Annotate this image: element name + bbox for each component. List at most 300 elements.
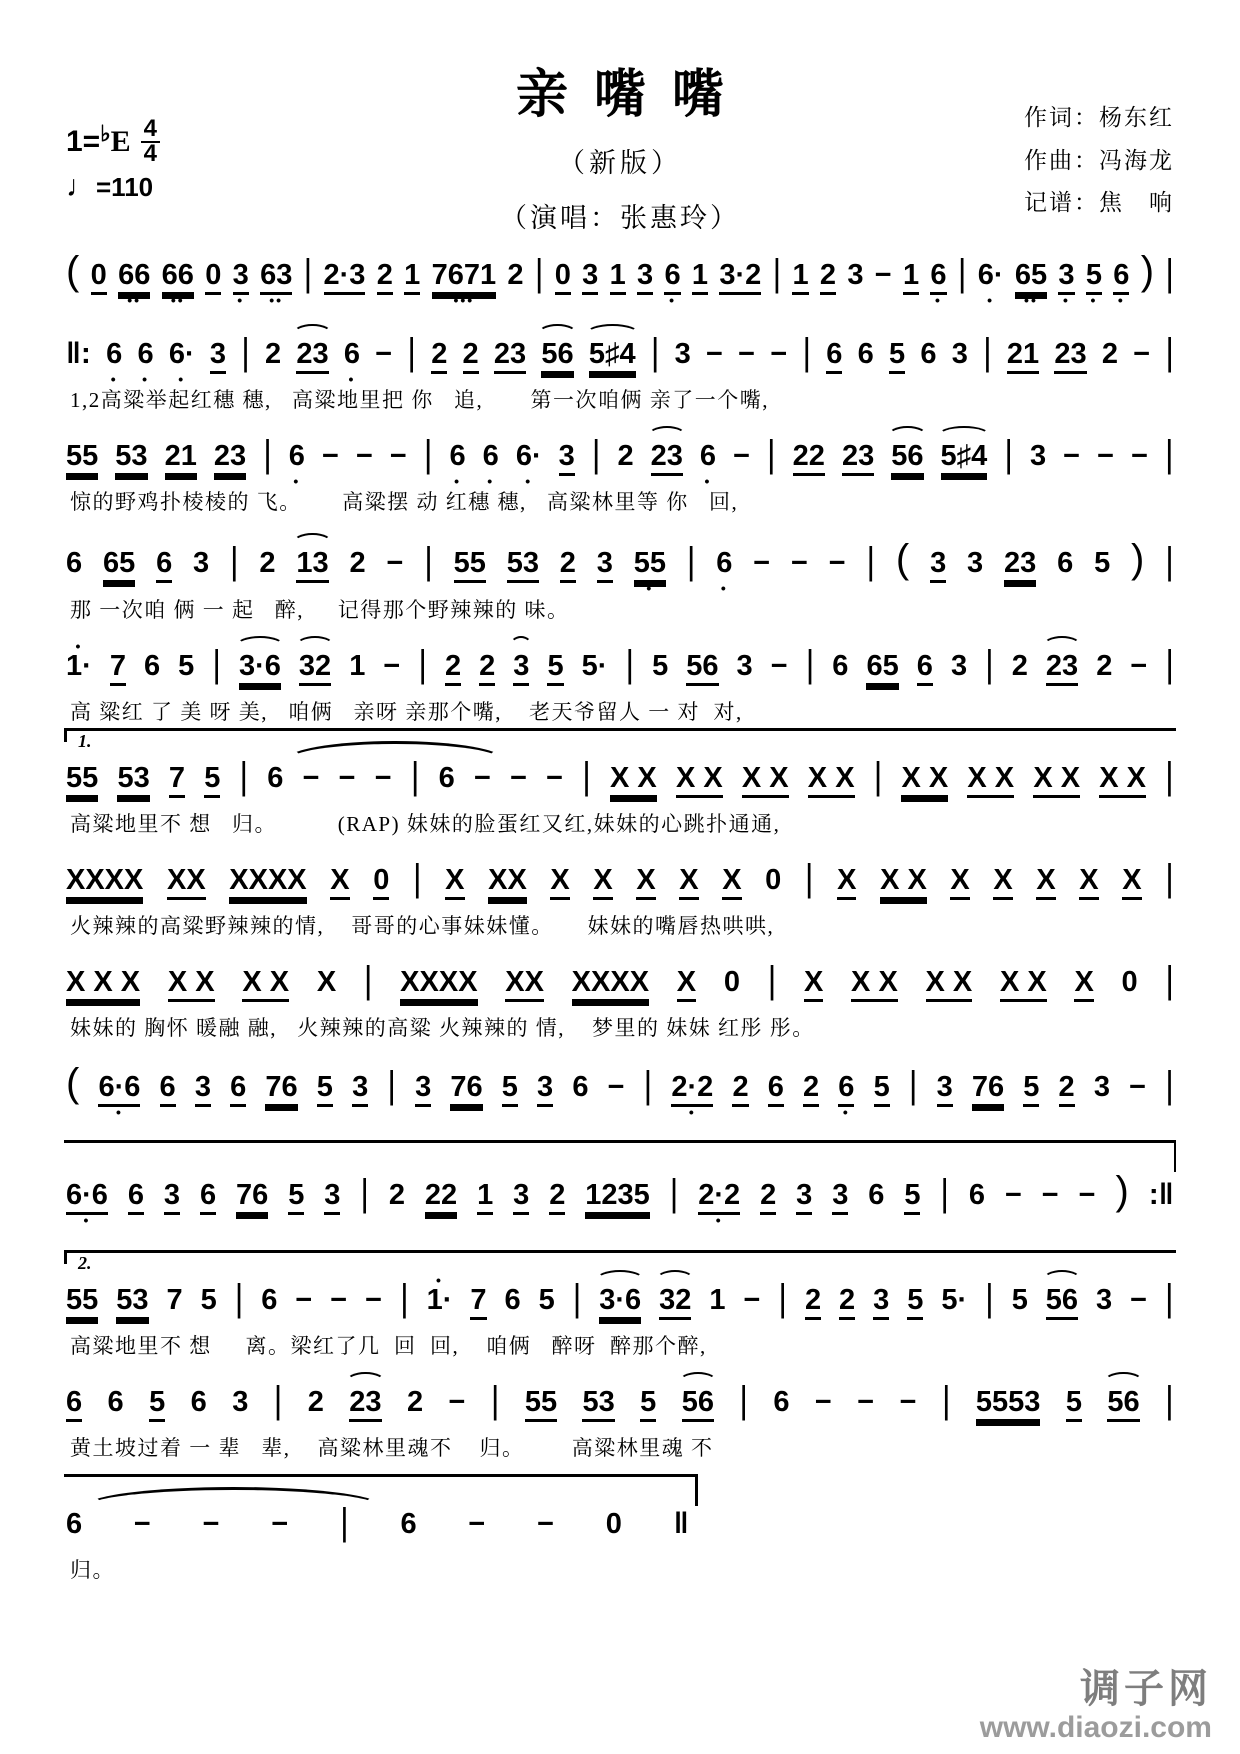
score bbox=[0, 228, 1240, 1584]
dash-note: − bbox=[874, 259, 892, 291]
note-token: XXXX bbox=[229, 864, 307, 896]
note-token: 2 bbox=[732, 1071, 749, 1103]
note-token: 23 bbox=[493, 338, 527, 370]
bar-line: | bbox=[412, 856, 422, 899]
note-token: 3 bbox=[232, 1386, 249, 1418]
note-token: XX bbox=[505, 966, 544, 998]
note-token: 21 bbox=[1006, 338, 1040, 370]
note-token: 6 • bbox=[343, 338, 361, 387]
dash-note: − bbox=[321, 440, 339, 472]
repeat-sign: :‖ bbox=[1148, 1178, 1174, 1211]
bar-line: | bbox=[582, 754, 591, 797]
note-token: 1 bbox=[477, 1179, 494, 1211]
note-token: 5 bbox=[501, 1071, 518, 1103]
octave-dot-below: ••• bbox=[453, 292, 475, 308]
bar-line: | bbox=[805, 642, 815, 685]
note-token: 6 • bbox=[288, 440, 305, 489]
performer: （演唱：张惠玲） bbox=[500, 203, 740, 233]
note-token: 3 bbox=[1093, 1071, 1110, 1103]
bar-line: | bbox=[303, 251, 313, 294]
note-token: 3 bbox=[193, 547, 210, 579]
note-token: 5· bbox=[581, 650, 608, 682]
note-token: 2 bbox=[444, 650, 462, 682]
note-token: 3 bbox=[736, 650, 753, 682]
note-token: X X X bbox=[66, 966, 141, 998]
octave-dot-below: • bbox=[142, 371, 150, 387]
bar-line: | bbox=[1165, 330, 1174, 373]
note-token: 6 • bbox=[930, 259, 947, 308]
flat-accidental-icon: ♭ bbox=[100, 120, 111, 146]
note-token: X bbox=[803, 966, 824, 998]
dash-note: − bbox=[546, 762, 564, 794]
note-token: 2 bbox=[431, 338, 448, 370]
note-token: 2 bbox=[406, 1386, 424, 1418]
octave-dot-below: •• bbox=[269, 292, 284, 308]
note-token: 5 • bbox=[1085, 259, 1102, 308]
note-token: 2 bbox=[549, 1179, 566, 1211]
note-token: 76 bbox=[450, 1071, 483, 1103]
octave-dot-below: • bbox=[454, 473, 461, 489]
note-token: 1 bbox=[609, 259, 626, 291]
slur-arc bbox=[346, 1372, 384, 1391]
bar-line: | bbox=[1165, 754, 1174, 797]
note-token: X bbox=[950, 864, 970, 896]
octave-dot-below: •• bbox=[127, 292, 142, 308]
note-token: 2 bbox=[259, 547, 276, 579]
dash-note: − bbox=[770, 650, 788, 682]
note-token: 6 bbox=[920, 338, 937, 370]
note-token: 3 • bbox=[232, 259, 249, 308]
note-token: 6 bbox=[767, 1071, 784, 1103]
slur-arc bbox=[1043, 636, 1081, 655]
lyric-line: 惊的野鸡扑棱棱的 飞。 高粱摆 动 红穗 穗, 高粱林里等 你 回, bbox=[70, 490, 739, 514]
note-token: 6· • bbox=[515, 440, 542, 489]
bar-line: | bbox=[490, 1378, 500, 1421]
dash-note: − bbox=[1041, 1179, 1059, 1211]
note-token: 2 bbox=[462, 338, 479, 370]
octave-dot-below: • bbox=[487, 473, 495, 489]
lyric-line: 那 一次咱 俩 一 起 醉, 记得那个野辣辣的 味。 bbox=[70, 598, 570, 622]
bar-line: | bbox=[983, 330, 992, 373]
system bbox=[64, 1366, 1176, 1462]
lyric-line: 高 粱红 了 美 呀 美, 咱俩 亲呀 亲那个嘴, 老天爷留人 一 对 对, bbox=[70, 700, 743, 724]
note-token: 5♯4 bbox=[941, 442, 988, 473]
bar-line: | bbox=[263, 432, 272, 475]
notes-row bbox=[64, 318, 1176, 392]
dash-note: − bbox=[899, 1386, 917, 1418]
note-token: X bbox=[1074, 966, 1094, 998]
note-token: 53 bbox=[117, 762, 150, 794]
bar-line: | bbox=[387, 1063, 396, 1106]
note-token: 6 bbox=[916, 650, 933, 682]
note-token: 32 bbox=[299, 652, 331, 683]
note-token: 6 • bbox=[137, 338, 154, 387]
note-token: 6 • bbox=[838, 1071, 855, 1120]
note-token: 5♯4 bbox=[589, 340, 636, 371]
bar-line: | bbox=[957, 251, 967, 294]
note-token: X X bbox=[807, 762, 855, 794]
note-token: 1 bbox=[709, 1284, 726, 1316]
bar-line: | bbox=[1165, 856, 1174, 899]
note-token: X bbox=[993, 864, 1013, 896]
note-token: 3 bbox=[832, 1179, 849, 1211]
note-token: 3 bbox=[967, 547, 984, 579]
notes-row bbox=[64, 1264, 1176, 1338]
slur-arc bbox=[296, 636, 334, 655]
note-token: 6 bbox=[199, 1179, 217, 1211]
octave-dot-below: • bbox=[348, 371, 356, 387]
bar-line: | bbox=[1165, 1063, 1174, 1106]
bar-line: | bbox=[804, 856, 814, 899]
notes-row bbox=[64, 1488, 1176, 1562]
time-signature-numerator: 4 bbox=[141, 118, 160, 143]
note-token: 56 bbox=[686, 650, 719, 682]
notes-row bbox=[64, 234, 1176, 314]
note-token: 5 bbox=[149, 1386, 166, 1418]
volta-label: 2. bbox=[78, 1253, 92, 1273]
notes-row bbox=[64, 946, 1176, 1020]
dash-note: − bbox=[743, 1284, 761, 1316]
dash-note: − bbox=[706, 338, 723, 370]
note-token: 6 bbox=[261, 1284, 278, 1316]
lyric-line: 归。 bbox=[70, 1558, 115, 1582]
note-token: 3 bbox=[209, 338, 227, 370]
parenthesis: ) bbox=[1140, 249, 1155, 293]
note-token: 2 bbox=[376, 259, 393, 291]
system bbox=[64, 630, 1176, 726]
octave-dot-below: • bbox=[83, 1212, 91, 1228]
note-token: 2 bbox=[1101, 338, 1118, 370]
key-prefix: 1= bbox=[66, 124, 101, 158]
note-token: 0 bbox=[765, 864, 782, 896]
note-token: 66 •• bbox=[118, 259, 151, 308]
note-token: X bbox=[1036, 864, 1056, 896]
note-token: 5 bbox=[904, 1179, 921, 1211]
octave-dot-below: • bbox=[1063, 292, 1070, 308]
note-token: 6 bbox=[400, 1508, 417, 1540]
system bbox=[64, 946, 1176, 1042]
note-token: 0 bbox=[90, 259, 107, 291]
note-token: 5 bbox=[178, 650, 195, 682]
note-token: 2 bbox=[479, 650, 496, 682]
note-token: 53 bbox=[116, 1284, 149, 1316]
note-token: 0 bbox=[605, 1508, 622, 1540]
octave-dot-below: • bbox=[115, 1104, 123, 1120]
note-token: 1 bbox=[349, 650, 366, 682]
watermark bbox=[980, 1667, 1212, 1744]
note-token: 6 • bbox=[482, 440, 499, 489]
note-token: 2 bbox=[1058, 1071, 1075, 1103]
octave-dot-below: • bbox=[525, 473, 533, 489]
note-token: 6 bbox=[66, 1386, 83, 1418]
note-token: X bbox=[445, 864, 465, 896]
octave-dot-below: • bbox=[715, 1212, 723, 1228]
bar-line: | bbox=[360, 1171, 369, 1214]
lyric-line: 高粱地里不 想 归。 (RAP) 妹妹的脸蛋红又红,妹妹的心跳扑通通, bbox=[70, 812, 781, 836]
bar-line: | bbox=[985, 642, 994, 685]
note-token: 3 • bbox=[1058, 259, 1075, 308]
note-token: 0 bbox=[554, 259, 571, 291]
note-token: 1 bbox=[404, 259, 421, 291]
dash-note: − bbox=[1097, 440, 1115, 472]
slur-arc bbox=[679, 1372, 717, 1391]
dash-note: − bbox=[375, 338, 393, 370]
bar-line: | bbox=[212, 642, 221, 685]
bar-line: | bbox=[985, 1276, 994, 1319]
note-token: 3 bbox=[936, 1071, 953, 1103]
octave-dot-below: • bbox=[646, 580, 654, 596]
note-token: 65 bbox=[102, 547, 136, 579]
dash-note: − bbox=[738, 338, 756, 370]
note-token: 6 bbox=[504, 1284, 521, 1316]
watermark-site-name: 调子网 bbox=[1080, 1667, 1212, 1711]
note-token: 56 bbox=[541, 340, 573, 371]
note-token: 6·6 • bbox=[66, 1179, 108, 1228]
note-token: 2·2 • bbox=[671, 1071, 714, 1120]
system bbox=[64, 318, 1176, 414]
lyric-line: 高粱地里不 想 离。梁红了几 回 回, 咱俩 醉呀 醉那个醉, bbox=[70, 1334, 707, 1358]
note-token: 2 bbox=[1011, 650, 1028, 682]
note-token: 1 bbox=[792, 259, 809, 291]
note-token: 1 bbox=[691, 259, 709, 291]
bar-line: | bbox=[410, 754, 420, 797]
note-token: X bbox=[593, 864, 613, 896]
note-token: 5· bbox=[941, 1284, 968, 1316]
note-token: 53 bbox=[506, 547, 539, 579]
note-token: 6 • bbox=[664, 259, 681, 308]
dash-note: − bbox=[753, 547, 771, 579]
bar-line: | bbox=[423, 432, 433, 475]
note-token: X X bbox=[901, 762, 949, 794]
dash-note: − bbox=[374, 762, 392, 794]
bar-line: | bbox=[866, 539, 876, 582]
slur-arc bbox=[888, 426, 926, 445]
dash-note: − bbox=[1131, 440, 1148, 472]
bar-line: | bbox=[363, 958, 373, 1001]
dash-note: − bbox=[814, 1386, 832, 1418]
note-token: 55 bbox=[66, 440, 99, 472]
note-token: 22 bbox=[792, 440, 825, 472]
note-token: 76 bbox=[971, 1071, 1005, 1103]
quarter-note-icon: ♩ bbox=[66, 169, 96, 203]
note-token: 5 bbox=[288, 1179, 305, 1211]
parenthesis: ) bbox=[1115, 1169, 1129, 1213]
note-token: 0 bbox=[1121, 966, 1138, 998]
bar-line: | bbox=[941, 1378, 951, 1421]
bar-line: | bbox=[1165, 642, 1174, 685]
note-token: XXXX bbox=[400, 966, 478, 998]
note-token: 56 bbox=[682, 1388, 714, 1419]
note-token: 1· • bbox=[66, 638, 92, 682]
note-token: 65 bbox=[866, 650, 899, 682]
lyric-line: 1,2高粱举起红穗 穗, 高粱地里把 你 追, 第一次咱俩 亲了一个嘴, bbox=[70, 388, 769, 412]
note-token: 6 • bbox=[1113, 259, 1130, 308]
note-token: 6 bbox=[107, 1386, 124, 1418]
volta-label: 1. bbox=[78, 731, 92, 751]
note-token: X X bbox=[880, 864, 927, 896]
octave-dot-below: •• bbox=[170, 292, 185, 308]
note-token: 5553 bbox=[975, 1386, 1041, 1418]
note-token: 2 bbox=[388, 1179, 405, 1211]
note-token: 6 bbox=[438, 762, 455, 794]
slur-arc bbox=[596, 1270, 644, 1289]
dash-note: − bbox=[1133, 338, 1151, 370]
note-token: 3 bbox=[951, 338, 968, 370]
slur-arc bbox=[586, 324, 639, 343]
bar-line: | bbox=[273, 1378, 283, 1421]
note-token: 53 bbox=[115, 440, 148, 472]
note-token: X bbox=[550, 864, 570, 896]
notes-row bbox=[64, 630, 1176, 704]
credits-block bbox=[1024, 96, 1174, 224]
dash-note: − bbox=[510, 762, 527, 794]
note-token: 0 bbox=[373, 864, 390, 896]
note-token: 6 bbox=[832, 650, 849, 682]
dash-note: − bbox=[1004, 1179, 1022, 1211]
note-token: 6 bbox=[267, 762, 284, 794]
note-token: 7 bbox=[470, 1284, 487, 1316]
parenthesis: ( bbox=[66, 1061, 80, 1105]
bar-line: | bbox=[1165, 539, 1174, 582]
note-token: 2·3 bbox=[323, 259, 366, 291]
header bbox=[0, 0, 1240, 233]
dash-note: − bbox=[389, 440, 407, 472]
note-token: 2 bbox=[1096, 650, 1113, 682]
dash-note: − bbox=[790, 547, 808, 579]
octave-dot-below: • bbox=[842, 1104, 850, 1120]
bar-line: | bbox=[908, 1063, 918, 1106]
note-token: X X bbox=[167, 966, 215, 998]
slur-arc bbox=[648, 426, 686, 445]
bar-line: | bbox=[625, 642, 635, 685]
note-token: 5 bbox=[873, 1071, 890, 1103]
watermark-site-url: www.diaozi.com bbox=[979, 1711, 1212, 1744]
repeat-sign: ‖ bbox=[673, 1507, 689, 1540]
bar-line: | bbox=[1165, 1276, 1174, 1319]
octave-dot-below: • bbox=[1117, 292, 1125, 308]
octave-dot-below: • bbox=[704, 473, 712, 489]
dash-note: − bbox=[386, 547, 404, 579]
slur-arc bbox=[293, 533, 331, 552]
dash-note: − bbox=[1130, 650, 1148, 682]
note-token: 3 bbox=[930, 547, 947, 579]
bar-line: | bbox=[340, 1500, 349, 1543]
note-token: X X bbox=[610, 762, 657, 794]
note-token: 3 bbox=[674, 338, 691, 370]
note-token: 3 bbox=[324, 1179, 341, 1211]
parenthesis: ( bbox=[895, 537, 910, 581]
note-token: XXXX bbox=[571, 966, 650, 998]
notes-row bbox=[64, 844, 1176, 918]
note-token: 6 bbox=[572, 1071, 589, 1103]
bar-line: | bbox=[534, 251, 544, 294]
note-token: 6 bbox=[159, 1071, 176, 1103]
note-token: 2 bbox=[839, 1284, 856, 1316]
bar-line: | bbox=[1165, 1378, 1174, 1421]
note-token: 6 bbox=[773, 1386, 790, 1418]
note-token: 76 bbox=[236, 1179, 269, 1211]
note-token: 3 bbox=[582, 259, 599, 291]
note-token: 6 • bbox=[106, 338, 123, 387]
octave-dot-below: • bbox=[669, 292, 676, 308]
dash-note: − bbox=[857, 1386, 875, 1418]
bar-line: | bbox=[407, 330, 416, 373]
note-token: 3 bbox=[596, 547, 613, 579]
note-token: 5 bbox=[1094, 547, 1111, 579]
note-token: X bbox=[1122, 864, 1142, 896]
note-token: 2 bbox=[507, 259, 524, 291]
octave-dot-below: • bbox=[987, 292, 995, 308]
note-token: 2 bbox=[804, 1284, 822, 1316]
note-token: 56 bbox=[1046, 1286, 1078, 1317]
note-token: 6 bbox=[190, 1386, 207, 1418]
system bbox=[64, 1250, 1176, 1360]
note-token: 13 bbox=[296, 549, 328, 580]
note-token: X X bbox=[1099, 762, 1146, 794]
octave-dot-below: •• bbox=[1024, 292, 1038, 308]
octave-dot-below: • bbox=[688, 1104, 696, 1120]
note-token: 5 bbox=[316, 1071, 333, 1103]
bar-line: | bbox=[424, 539, 433, 582]
note-token: 21 bbox=[164, 440, 197, 472]
note-token: 6 bbox=[66, 1508, 83, 1540]
dash-note: − bbox=[295, 1284, 313, 1316]
dash-note: − bbox=[383, 650, 401, 682]
octave-dot-below: • bbox=[720, 580, 728, 596]
note-token: 3 bbox=[796, 1179, 813, 1211]
note-token: 2 bbox=[617, 440, 634, 472]
lyric-line: 黄土坡过着 一 辈 辈, 高粱林里魂不 归。 高粱林里魂 不 bbox=[70, 1436, 714, 1460]
note-token: 3 bbox=[415, 1071, 432, 1103]
system bbox=[64, 1046, 1176, 1126]
note-token: 5 bbox=[889, 338, 906, 370]
parenthesis: ( bbox=[66, 249, 80, 293]
octave-dot-below: • bbox=[935, 292, 942, 308]
system bbox=[64, 1474, 1176, 1584]
note-token: 2 bbox=[349, 547, 366, 579]
bar-line: | bbox=[940, 1171, 949, 1214]
note-token: 23 bbox=[1046, 652, 1078, 683]
dash-note: − bbox=[1130, 1284, 1148, 1316]
slur-arc bbox=[293, 324, 331, 343]
dash-note: − bbox=[1078, 1179, 1096, 1211]
note-token: 6· • bbox=[168, 338, 195, 387]
note-token: 55 bbox=[524, 1386, 558, 1418]
bar-line: | bbox=[669, 1171, 679, 1214]
note-token: X X bbox=[675, 762, 723, 794]
note-token: XXXX bbox=[66, 864, 144, 896]
system bbox=[64, 234, 1176, 314]
note-token: X bbox=[837, 864, 857, 896]
dash-note: − bbox=[330, 1284, 348, 1316]
note-token: 7671 ••• bbox=[431, 259, 497, 308]
lyric-line: 火辣辣的高粱野辣辣的情, 哥哥的心事妹妹懂。 妹妹的嘴唇热哄哄, bbox=[70, 914, 775, 938]
slur-arc bbox=[1104, 1372, 1142, 1391]
bar-line: | bbox=[767, 958, 777, 1001]
bar-line: | bbox=[772, 251, 782, 294]
note-token: 53 bbox=[582, 1386, 615, 1418]
note-token: X X bbox=[999, 966, 1047, 998]
dash-note: − bbox=[828, 547, 846, 579]
octave-dot-above: • bbox=[436, 1272, 443, 1288]
notes-row bbox=[64, 1046, 1176, 1126]
note-token: 3·6 bbox=[239, 652, 281, 683]
note-token: X X bbox=[1033, 762, 1081, 794]
note-token: 5 bbox=[652, 650, 669, 682]
octave-dot-above: • bbox=[75, 638, 83, 654]
note-token: 3 bbox=[558, 440, 575, 472]
note-token: 1 bbox=[902, 259, 920, 291]
